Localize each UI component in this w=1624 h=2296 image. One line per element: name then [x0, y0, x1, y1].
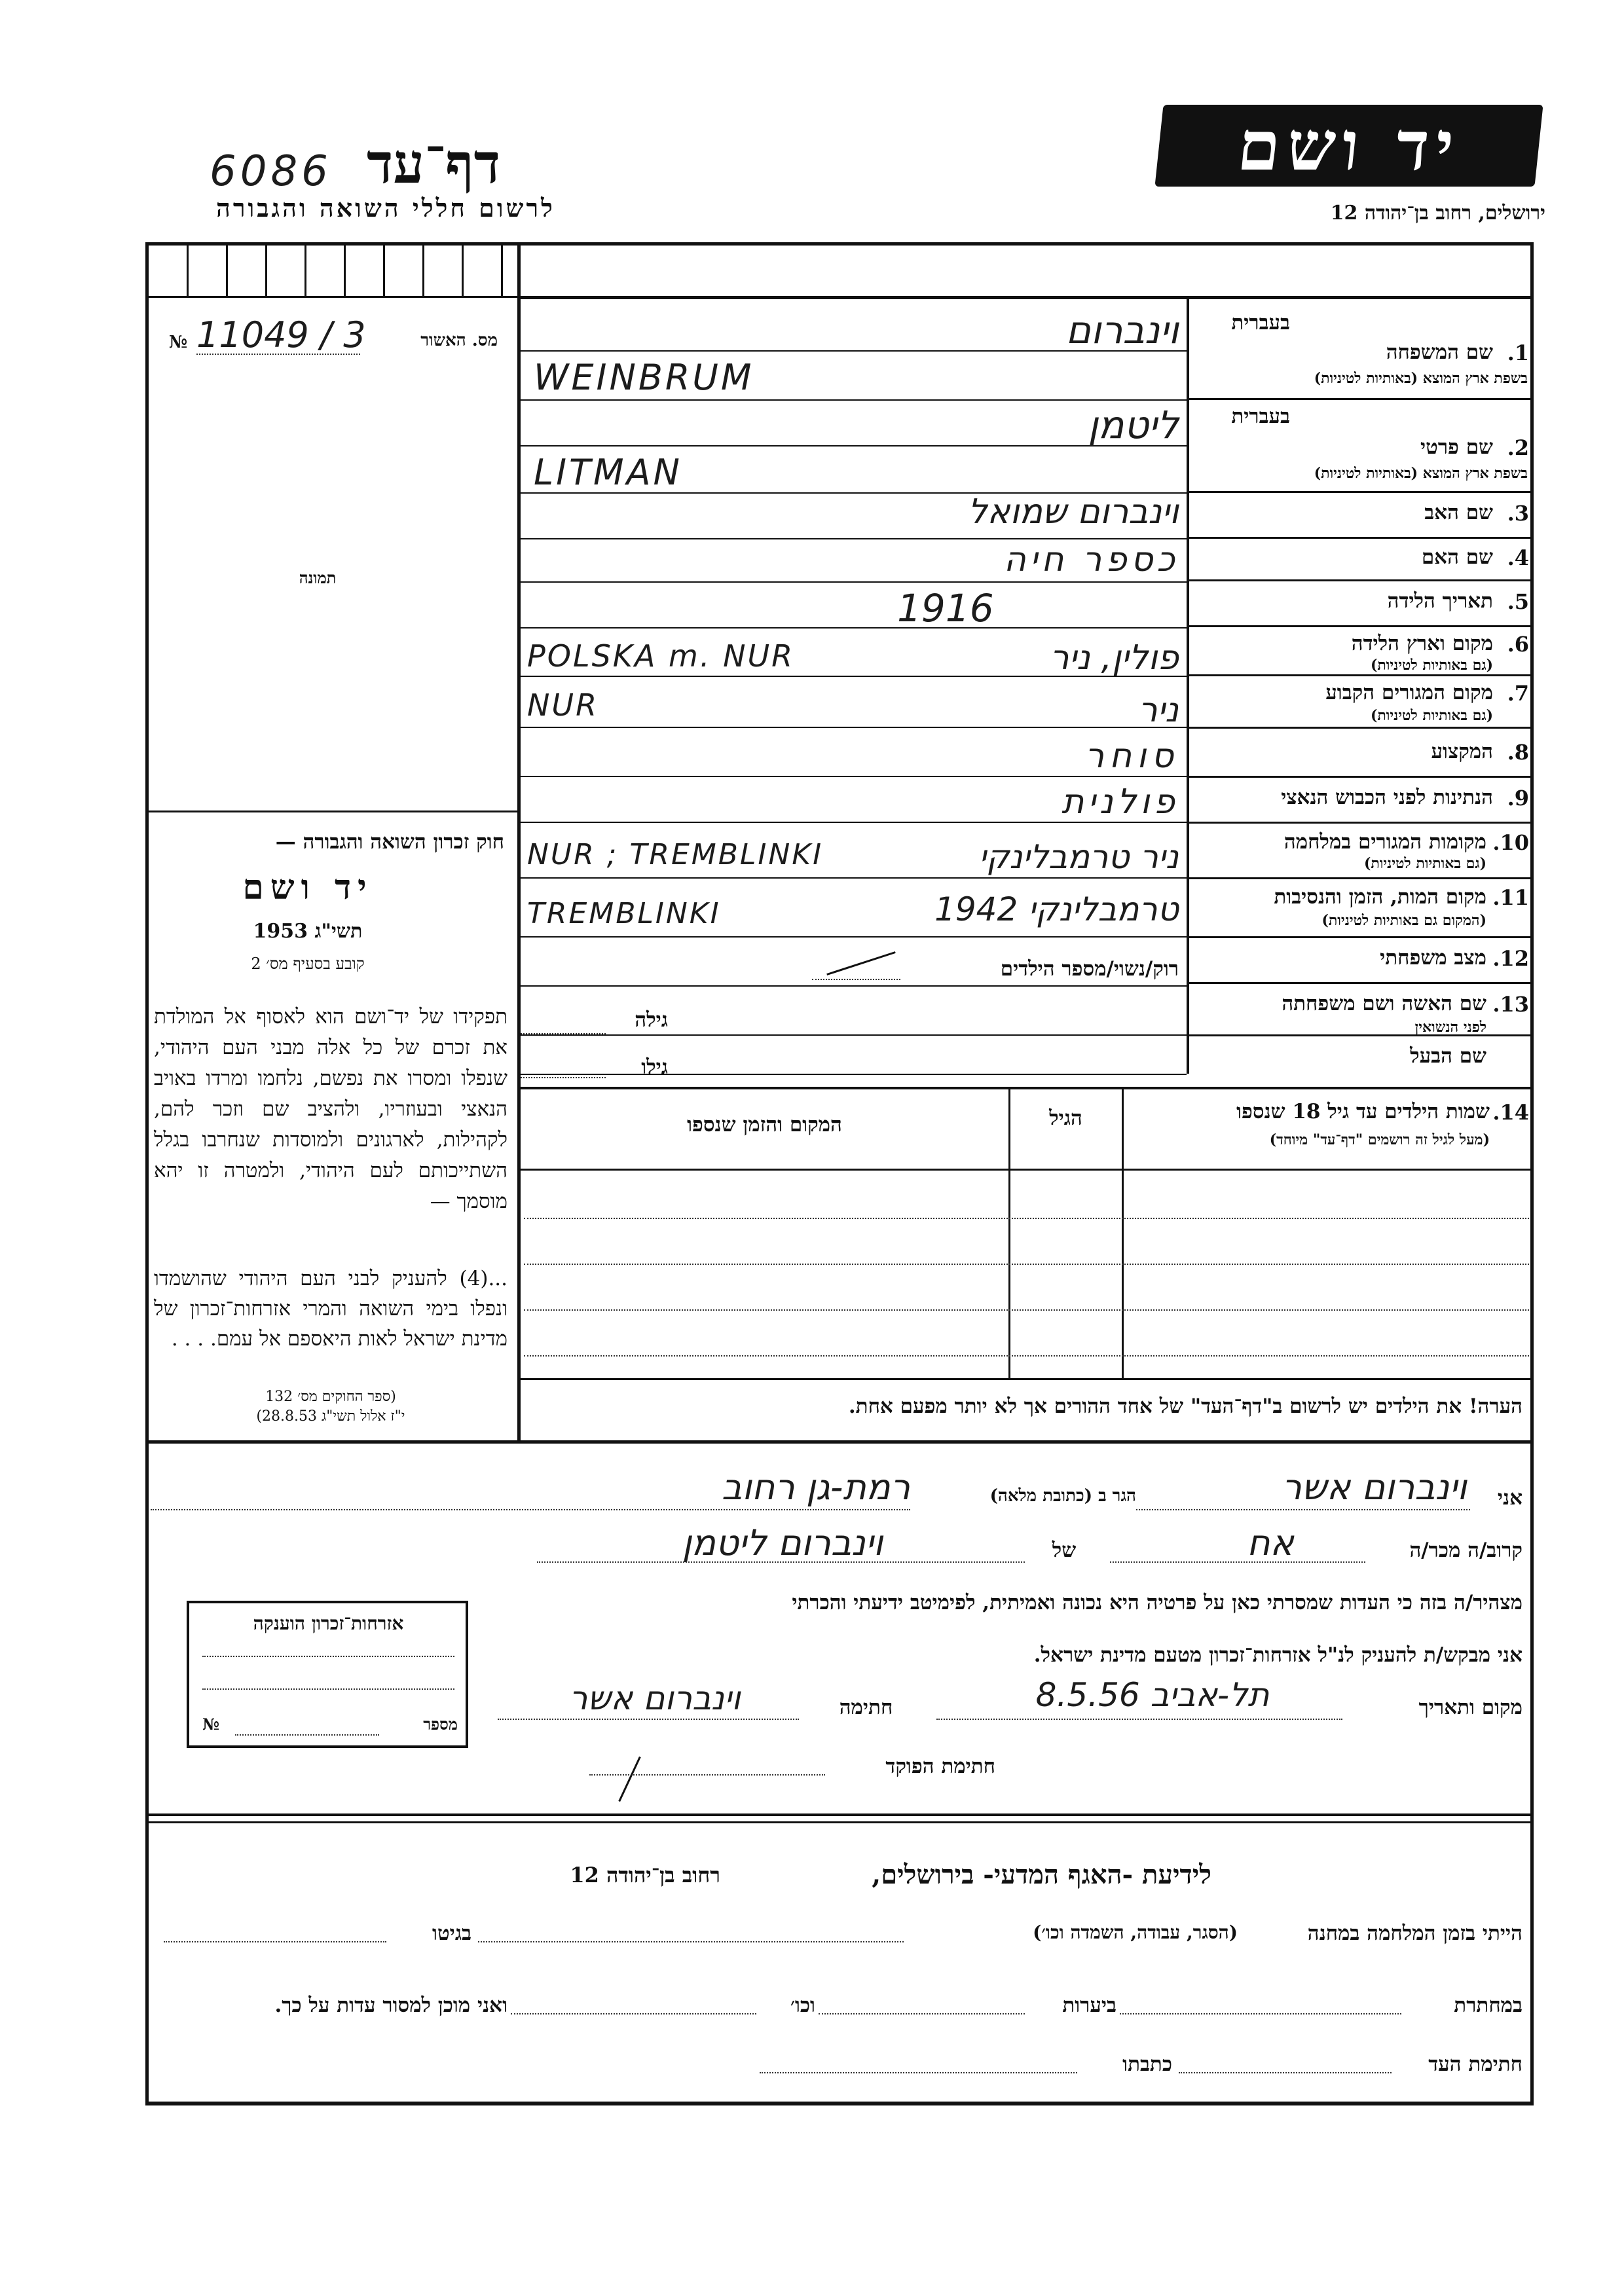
field-11-sub: (המקום גם באותיות לטיניות) — [1321, 912, 1486, 929]
footer-address: רחוב בן־יהודה 12 — [570, 1863, 720, 1887]
field-2-value-latin: LITMAN — [534, 452, 682, 493]
logo-text: יד ושם — [1234, 105, 1464, 186]
field-7-number: 7. — [1507, 681, 1529, 706]
law-date: י"ז אלול תשי"ג 28.8.53) — [256, 1408, 405, 1425]
field-10-value-latin: NUR ; TREMBLINKI — [527, 838, 824, 871]
note: הערה! את הילדים יש לרשום ב"דף־העד" של אחד ההורים אך לא יותר מפעם אחת. — [848, 1394, 1522, 1418]
field-7-label: מקום המגורים הקבוע — [1325, 681, 1493, 704]
footer-title: לידיעת -האגף המדעי- בירושלים, — [872, 1859, 1211, 1890]
field-4-label: שם האם — [1421, 545, 1493, 569]
field-13-age-label: גילה — [635, 1008, 668, 1032]
field-3-value: וינברום שמואל — [968, 492, 1179, 532]
field-1-value-latin: WEINBRUM — [534, 357, 754, 398]
field-9-value: פולנית — [1061, 782, 1179, 822]
citizenship-box-title: אזרחות־זכרון הוענקה — [253, 1613, 404, 1634]
field-5-number: 5. — [1507, 589, 1529, 614]
declarant-address: רמת-גן רחוב — [722, 1467, 910, 1508]
form-subtitle: לרשום חללי השואה והגבורה — [216, 193, 555, 223]
law-year: תשי"ג 1953 — [253, 920, 363, 943]
field-11-label: מקום המות, הזמן והנסיבות — [1274, 885, 1486, 909]
law-source: (ספר החוקים מס׳ 132 — [265, 1389, 396, 1405]
field-9-number: 9. — [1507, 786, 1529, 811]
field-13-label: שם האשה ושם משפחתה — [1282, 992, 1486, 1015]
declaration-of-label: של — [1052, 1539, 1077, 1562]
field-6-value-latin: POLSKA m. NUR — [527, 638, 795, 674]
footer-camp-label: הייתי בזמן המלחמה במחנה — [1307, 1922, 1522, 1945]
footer-ready-testify: ואני מוכן למסור עדות על כך. — [274, 1994, 507, 2017]
field-12-options: רוק/נשוי/מספר הילדים — [1000, 957, 1179, 981]
registry-prefix: № — [169, 333, 188, 352]
field-1-value-hebrew: וינברום — [1065, 308, 1179, 352]
husband-label: שם הבעל — [1410, 1044, 1486, 1068]
law-name: יד ושם — [242, 867, 373, 907]
field-10-value-hebrew: ניר טרמבלינקי — [978, 838, 1179, 876]
field-12-number: 12. — [1492, 946, 1529, 971]
field-13-number: 13. — [1492, 992, 1529, 1017]
field-11-value-latin: TREMBLINKI — [527, 897, 721, 930]
field-5-value: 1916 — [897, 586, 994, 630]
children-col-place: המקום והזמן שנספו — [687, 1113, 842, 1137]
declaration-resides-label: הגר ב (כתובת מלאה) — [989, 1486, 1136, 1506]
children-label: שמות הילדים עד גיל 18 שנספו — [1236, 1100, 1490, 1123]
field-6-number: 6. — [1507, 632, 1529, 657]
field-1-number: 1. — [1507, 340, 1529, 365]
place-date-label: מקום ותאריך — [1418, 1696, 1522, 1719]
field-10-number: 10. — [1492, 830, 1529, 855]
field-8-value: סוחר — [1084, 737, 1179, 776]
footer-underground-label: במחתרת — [1454, 1994, 1522, 2017]
field-4-number: 4. — [1507, 545, 1529, 570]
field-2-hebrew-tag: בעברית — [1231, 405, 1290, 428]
footer-forests-label: ביערות — [1062, 1994, 1116, 2017]
field-6-label: מקום וארץ הלידה — [1351, 632, 1493, 655]
footer-etc-label: וכו׳ — [790, 1994, 815, 2017]
footer-witness-signature-label: חתימת העד — [1428, 2052, 1522, 2076]
declaration-i: אני — [1497, 1486, 1522, 1510]
children-col-age: הגיל — [1049, 1106, 1082, 1130]
place-date-value: תל-אביב 8.5.56 — [1035, 1676, 1270, 1714]
husband-age-label: גילו — [641, 1055, 668, 1079]
law-clause: קובע בסעיף מס׳ 2 — [251, 955, 365, 973]
field-8-label: המקצוע — [1431, 740, 1493, 763]
field-11-value-hebrew: טרמבלינקי 1942 — [934, 890, 1179, 928]
law-body: תפקידו של יד־ושם הוא לאסוף אל המולדת את זכרם של כל אלה מבני העם היהודי, שנפלו ומסרו את נפשם, נלחמו ומרדו באויב הנאצי ובעוזריו, ולהציב שם וזכר להם, לקהילות, לארגונים ולמוסדות שנחרבו בגלל השתייכותם לעם היהודי, ולמטרה זו יהא מוסמך — — [154, 1005, 507, 1213]
field-1-sub: בשפת ארץ המוצא (באותיות לטיניות) — [1314, 370, 1528, 387]
field-7-sub: (גם באותיות לטיניות) — [1370, 707, 1493, 724]
citizenship-number-label: מספר — [423, 1715, 458, 1734]
registry-label: מס. האשור — [420, 331, 498, 350]
field-8-number: 8. — [1507, 740, 1529, 765]
declarant-name: וינברום אשר — [1282, 1467, 1467, 1508]
field-2-value-hebrew: ליטמן — [1088, 403, 1179, 447]
declaration-statement: מצהיר/ה בזה כי העדות שמסרתי כאן על פרטיה היא נכונה ואמיתית, לפימיטב ידיעתי והכרתי — [792, 1591, 1522, 1614]
field-13-sub: לפני הנשואין — [1414, 1019, 1486, 1036]
field-3-number: 3. — [1507, 501, 1529, 526]
children-sub: (מעל לגיל זה רושמים "דף־עד" מיוחד) — [1269, 1131, 1490, 1148]
marital-strike — [826, 951, 896, 975]
citizenship-no-prefix: № — [202, 1715, 220, 1734]
officer-signature-label: חתימת הפוקד — [885, 1755, 995, 1778]
field-1-hebrew-tag: בעברית — [1231, 311, 1290, 335]
footer-ghetto-label: בגיטו — [432, 1922, 471, 1945]
citizenship-box — [187, 1601, 468, 1748]
signature-value: וינברום אשר — [569, 1679, 741, 1717]
footer-camp-types: (הסגר, עבודה, השמדה וכו׳) — [1033, 1922, 1238, 1943]
form-title: דף־עד — [367, 131, 501, 196]
field-10-label: מקומות המגורים במלחמה — [1283, 830, 1486, 854]
registry-value: 11049 / 3 — [196, 314, 366, 355]
field-5-label: תאריך הלידה — [1387, 589, 1493, 613]
field-7-value-hebrew: ניר — [1138, 691, 1179, 730]
declarant-relation: אח — [1247, 1522, 1294, 1563]
law-clause-4: ...(4) להעניק לבני העם היהודי שהושמדו ונפלו בימי השואה והמרי אזרחות־זכרון של מדינת ישראל לאות היאספם אל עמם. . . . — [154, 1267, 507, 1351]
field-6-sub: (גם באותיות לטיניות) — [1370, 657, 1493, 674]
field-12-label: מצב משפחתי — [1380, 946, 1486, 970]
field-7-value-latin: NUR — [527, 687, 599, 723]
header-address: ירושלים, רחוב בן־יהודה 12 — [1330, 202, 1545, 225]
field-2-number: 2. — [1507, 435, 1529, 460]
field-2-sub: בשפת ארץ המוצא (באותיות לטיניות) — [1314, 465, 1528, 482]
field-11-number: 11. — [1492, 885, 1529, 910]
photo-label: תמונה — [299, 568, 337, 587]
children-number: 14. — [1492, 1100, 1529, 1125]
yad-vashem-logo — [1154, 105, 1543, 187]
serial-number: 6086 — [210, 147, 332, 196]
field-10-sub: (גם באותיות לטיניות) — [1363, 855, 1486, 872]
declaration-request: אני מבקש/ת להעניק לנ"ל אזרחות־זכרון מטעם מדינת ישראל. — [1033, 1643, 1522, 1667]
victim-name: וינברום ליטמן — [682, 1522, 883, 1563]
field-2-label: שם פרטי — [1420, 435, 1493, 459]
declaration-relation-label: קרוב/ה מכר/ה — [1409, 1539, 1522, 1562]
field-6-value-hebrew: פולין, ניר — [1050, 638, 1179, 678]
footer-witness-address-label: כתבתו — [1122, 2052, 1172, 2076]
field-3-label: שם האב — [1424, 501, 1493, 524]
field-4-value: כספר חיה — [1003, 540, 1179, 579]
law-title: חוק זכרון השואה והגבורה — — [275, 830, 504, 854]
field-9-label: הנתינות לפני הכבוש הנאצי — [1281, 786, 1493, 809]
field-1-label: שם המשפחה — [1386, 340, 1493, 364]
officer-mark — [618, 1757, 640, 1802]
signature-label: חתימה — [839, 1696, 893, 1719]
